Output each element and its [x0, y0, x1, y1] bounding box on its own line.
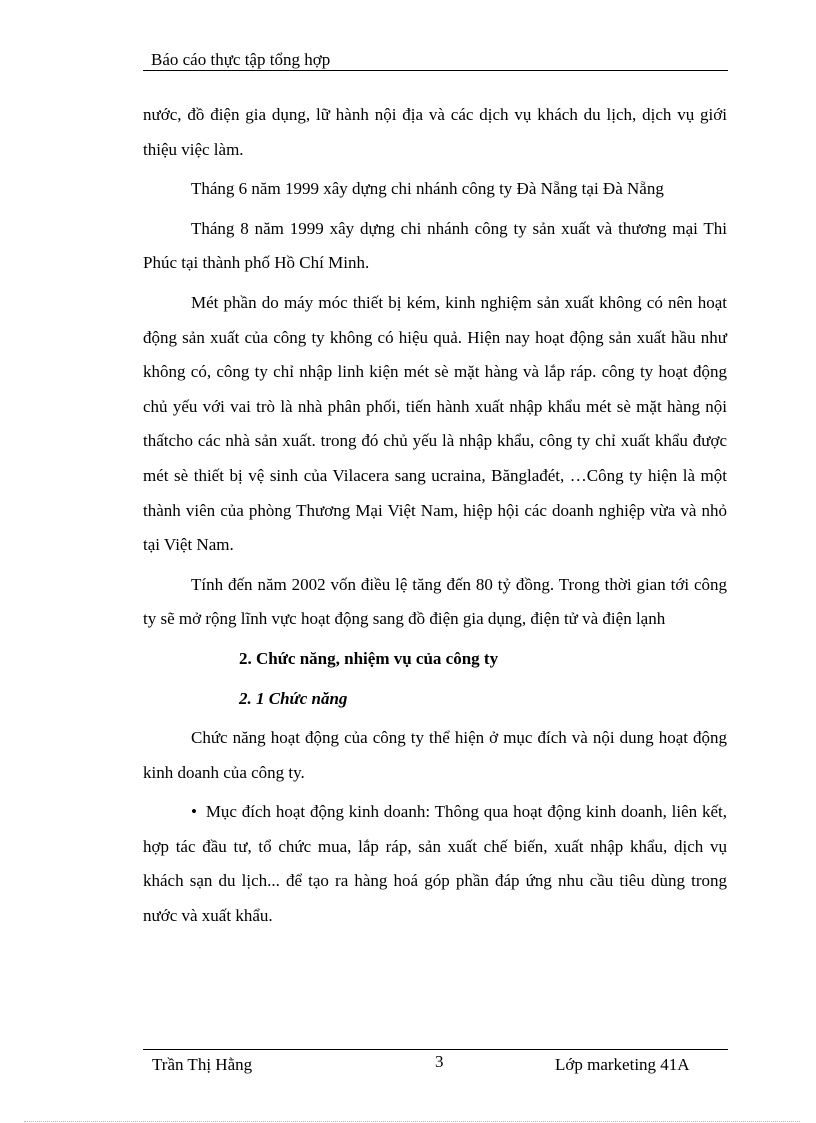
- section-heading: 2. Chức năng, nhiệm vụ của công ty: [239, 648, 499, 668]
- paragraph-danang-branch: Tháng 6 năm 1999 xây dựng chi nhánh công ty Đà Nẵng tại Đà Nẵng: [191, 179, 664, 199]
- bullet-item: [143, 795, 727, 933]
- footer-page-number: 3: [435, 1052, 444, 1071]
- page-header: [143, 48, 728, 71]
- footer-class: Lớp marketing 41A: [555, 1055, 690, 1074]
- page-footer: [143, 1049, 728, 1080]
- function-intro: Chức năng hoạt động của công ty thể hiện ở mục đích và nội dung hoạt động kinh doanh của công ty.: [143, 728, 727, 782]
- paragraph-hcm-branch: Tháng 8 năm 1999 xây dựng chi nhánh công ty sản xuất và thương mại Thi Phúc tại thành phố Hồ Chí Minh.: [143, 218, 727, 273]
- paragraph-operations: Mét phần do máy móc thiết bị kém, kinh nghiệm sản xuất không có nên hoạt động sản xuất của công ty không có hiệu quả. Hiện nay hoạt động sản xuất hầu như không có, công ty chỉ nhập linh kiện mét sè mặt hàng và lắp ráp. công ty hoạt động chủ yếu với vai trò là nhà phân phối, tiến hành xuất nhập khẩu mét sè mặt hàng nội thấtcho các nhà sản xuất. trong đó chủ yếu là nhập khẩu, công ty chỉ xuất khẩu được mét sè thiết bị vệ sinh của Vilacera sang ucraina, Bănglađét, …Công ty hiện là một thành viên của phòng Thương Mại Việt Nam, hiệp hội các doanh nghiệp vừa và nhỏ tại Việt Nam.: [143, 292, 727, 555]
- subsection-heading: 2. 1 Chức năng: [239, 688, 348, 708]
- paragraph-capital: Tính đến năm 2002 vốn điều lệ tăng đến 80 tỷ đồng. Trong thời gian tới công ty sẽ mở rộng lĩnh vực hoạt động sang đồ điện gia dụng, điện tử và điện lạnh: [143, 574, 727, 629]
- footer-author: Trần Thị Hằng: [152, 1055, 253, 1074]
- paragraph-continued: nước, đồ điện gia dụng, lữ hành nội địa và các dịch vụ khách du lịch, dịch vụ giới thiệu việc làm.: [143, 105, 727, 159]
- document-body: [143, 98, 727, 934]
- bullet-text: Mục đích hoạt động kinh doanh: Thông qua hoạt động kinh doanh, liên kết, hợp tác đầu tư, tổ chức mua, lắp ráp, sản xuất chế biến, xuất nhập khẩu, dịch vụ khách sạn du lịch... để tạo ra hàng hoá góp phần đáp ứng nhu cầu tiêu dùng trong nước và xuất khẩu.: [143, 802, 727, 926]
- page-edge-divider: [24, 1121, 800, 1122]
- bullet-icon: •: [191, 802, 197, 822]
- header-title: Báo cáo thực tập tổng hợp: [151, 50, 331, 69]
